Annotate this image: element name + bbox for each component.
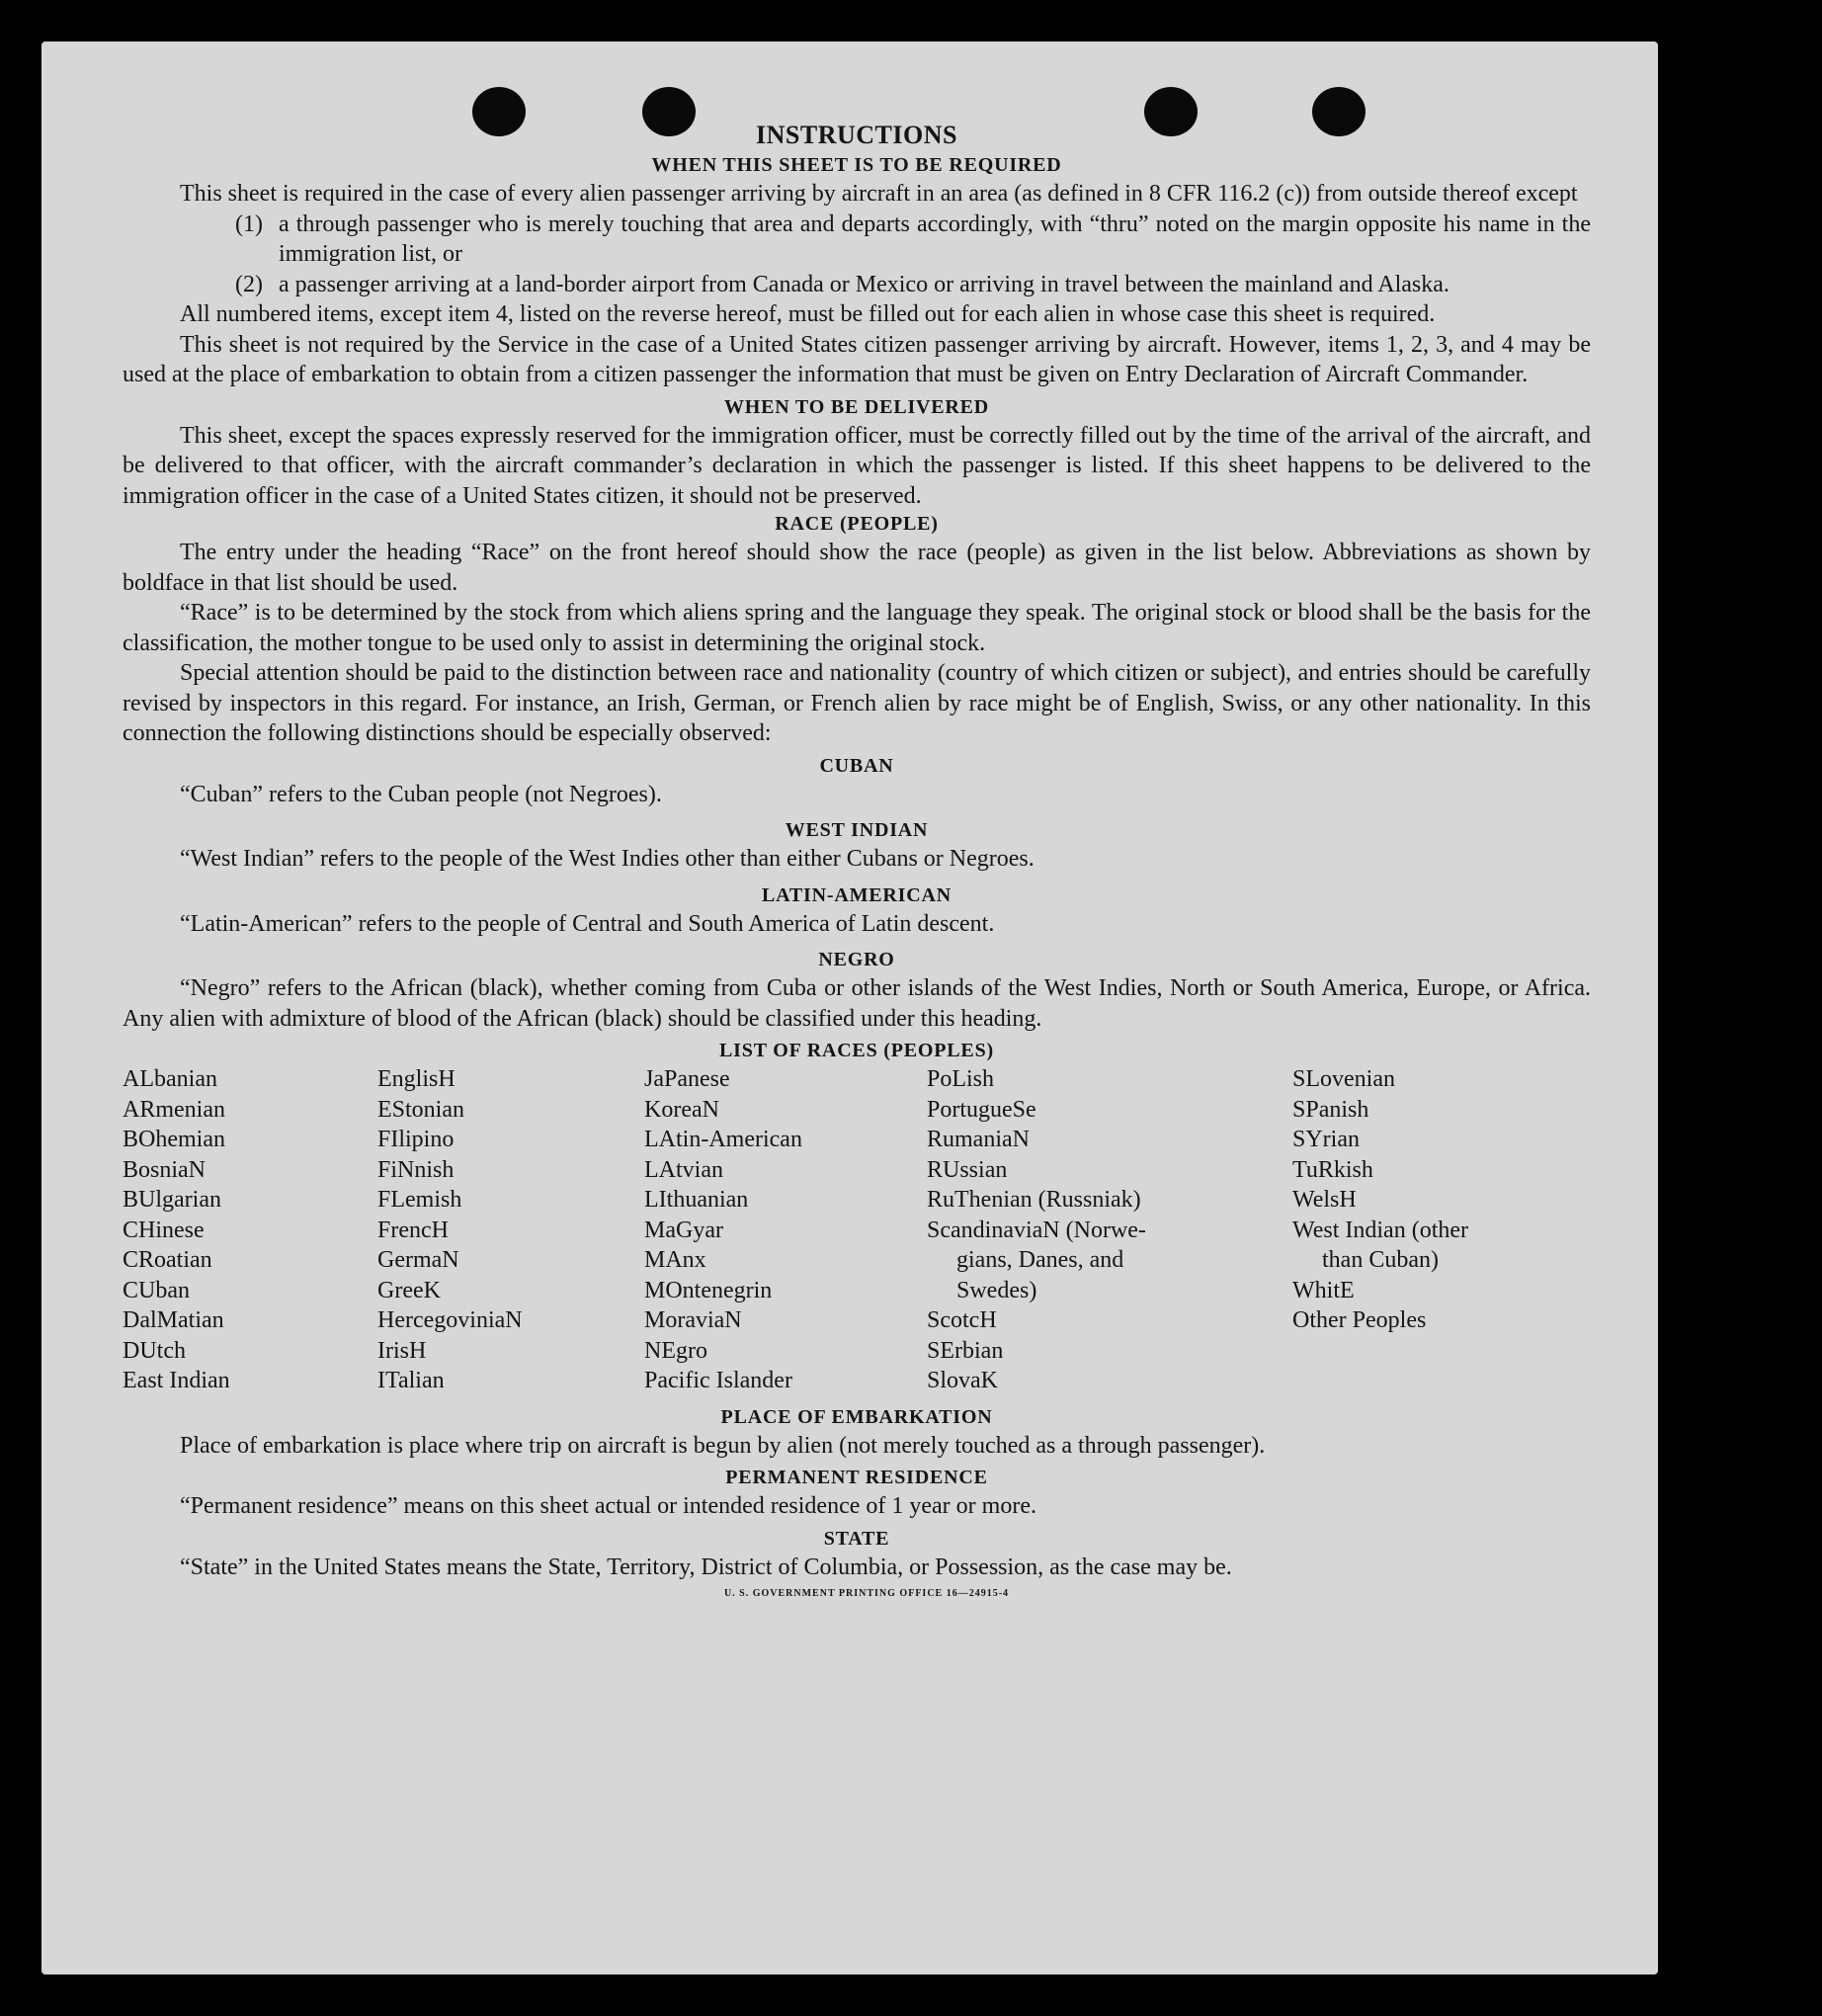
race-entry: MaGyar [644, 1217, 723, 1243]
race-entry: FiNnish [377, 1156, 455, 1183]
race-entry: RumaniaN [927, 1127, 1030, 1152]
race-entry: EnglisH [377, 1066, 456, 1092]
paragraph: “Race” is to be determined by the stock from which aliens spring and the language they speak. The original stock or blood shall be the basis for the classification, the mother tongue to be used only to assist in determining the original stock. [123, 600, 1591, 656]
race-entry: ScotcH [927, 1307, 997, 1333]
race-entry: BosniaN [123, 1156, 206, 1183]
paragraph: Special attention should be paid to the distinction between race and nationality (country of which citizen or subject), and entries should be carefully revised by inspectors in this regard. For instance, an Irish, German, or French alien by race might be of English, Swiss, or any other nationality. In this connection the following distinctions should be especially observed: [123, 660, 1591, 746]
paragraph: The entry under the heading “Race” on the front hereof should show the race (people) as given in the list below. Abbreviations as shown by boldface in that list should be used. [123, 540, 1591, 596]
race-entry: ScandinaviaN (Norwe- [927, 1217, 1146, 1243]
race-entry: FLemish [377, 1187, 462, 1213]
paragraph: This sheet, except the spaces expressly reserved for the immigration officer, must be correctly filled out by the time of the arrival of the aircraft, and be delivered to that officer, with the aircraft commander’s declaration in which the passenger is listed. If this sheet happens to be delivered to the immigration officer in the case of a United States citizen, it should not be preserved. [123, 422, 1591, 509]
section-heading-west-indian: WEST INDIAN [785, 819, 929, 841]
race-entry: BUlgarian [123, 1187, 221, 1213]
race-entry: LIthuanian [644, 1187, 749, 1213]
instructions-content [123, 121, 1591, 1599]
race-entry: Swedes) [956, 1277, 1037, 1303]
race-entry: West Indian (other [1292, 1217, 1469, 1243]
race-entry: MoraviaN [644, 1307, 742, 1333]
race-entry: RUssian [927, 1156, 1008, 1183]
races-column [123, 1064, 377, 1396]
race-entry: Pacific Islander [644, 1368, 792, 1393]
item-text: a passenger arriving at a land-border airport from Canada or Mexico or arriving in travel between the mainland and Alaska. [279, 271, 1449, 297]
race-entry: JaPanese [644, 1066, 730, 1092]
paragraph: “Negro” refers to the African (black), whether coming from Cuba or other islands of the West Indies, North or South America, Europe, or Africa. Any alien with admixture of blood of the African (black) should be classified under this heading. [123, 975, 1591, 1032]
race-entry: DUtch [123, 1337, 186, 1364]
section-heading-delivered: WHEN TO BE DELIVERED [723, 395, 990, 418]
section-heading-embarkation: PLACE OF EMBARKATION [720, 1405, 993, 1428]
paragraph: “State” in the United States means the State, Territory, District of Columbia, or Possession, as the case may be. [180, 1554, 1232, 1580]
race-entry: PoLish [927, 1066, 995, 1092]
race-entry: CUban [123, 1277, 190, 1303]
race-entry: ARmenian [123, 1096, 225, 1123]
race-entry: TuRkish [1292, 1156, 1373, 1183]
section-heading-negro: NEGRO [818, 949, 895, 970]
section-heading-race: RACE (PEOPLE) [775, 513, 939, 535]
race-entry: MOntenegrin [644, 1277, 773, 1303]
list-item [123, 210, 1591, 270]
race-entry: SlovaK [927, 1368, 998, 1393]
race-entry: FrencH [377, 1217, 449, 1243]
item-number: (1) [235, 210, 263, 237]
race-entry: GreeK [377, 1277, 441, 1303]
section-heading-required: WHEN THIS SHEET IS TO BE REQUIRED [651, 154, 1062, 176]
race-entry: East Indian [123, 1368, 230, 1393]
paragraph: This sheet is not required by the Service in the case of a United States citizen passenger arriving by aircraft. However, items 1, 2, 3, and 4 may be used at the place of embarkation to obtain from a citizen passenger the information that must be given on Entry Declaration of Aircraft Commander. [123, 331, 1591, 387]
race-entry: IrisH [377, 1337, 427, 1364]
race-entry: WhitE [1292, 1277, 1355, 1303]
race-entry: SYrian [1292, 1127, 1360, 1152]
race-entry: ALbanian [123, 1066, 217, 1092]
paragraph: “Permanent residence” means on this sheet actual or intended residence of 1 year or more. [180, 1493, 1036, 1519]
race-entry: LAtin-American [644, 1127, 802, 1152]
race-entry: PortugueSe [927, 1096, 1036, 1123]
races-list [123, 1064, 1591, 1396]
race-entry: RuThenian (Russniak) [927, 1187, 1141, 1213]
race-entry: SLovenian [1292, 1066, 1395, 1092]
race-entry: MAnx [644, 1247, 706, 1273]
race-entry: gians, Danes, and [956, 1247, 1124, 1273]
paragraph: “Cuban” refers to the Cuban people (not Negroes). [180, 781, 662, 807]
race-entry: ITalian [377, 1368, 445, 1393]
race-entry: GermaN [377, 1247, 459, 1273]
printer-imprint: U. S. GOVERNMENT PRINTING OFFICE 16—24915-4 [723, 1588, 1010, 1599]
paragraph: Place of embarkation is place where trip on aircraft is begun by alien (not merely touched as a through passenger). [180, 1432, 1266, 1459]
race-entry: CHinese [123, 1217, 205, 1243]
race-entry: FIlipino [377, 1127, 455, 1152]
section-heading-list-of-races: LIST OF RACES (PEOPLES) [719, 1040, 994, 1061]
race-entry: Other Peoples [1292, 1307, 1427, 1333]
race-entry: HercegoviniaN [377, 1307, 523, 1333]
race-entry: than Cuban) [1322, 1247, 1439, 1273]
races-column [644, 1064, 927, 1396]
race-entry: DalMatian [123, 1307, 224, 1333]
document-sheet [41, 42, 1658, 1974]
section-heading-residence: PERMANENT RESIDENCE [725, 1467, 988, 1488]
race-entry: KoreaN [644, 1096, 719, 1123]
paragraph: “West Indian” refers to the people of the West Indies other than either Cubans or Negroes. [180, 846, 1035, 872]
paragraph: All numbered items, except item 4, listed on the reverse hereof, must be filled out for each alien in whose case this sheet is required. [180, 301, 1436, 327]
list-item [123, 270, 1591, 300]
section-heading-latin-american: LATIN-AMERICAN [762, 883, 952, 906]
race-entry: NEgro [644, 1337, 707, 1364]
races-column [377, 1064, 644, 1396]
races-column [927, 1064, 1292, 1396]
paragraph: This sheet is required in the case of every alien passenger arriving by aircraft in an area (as defined in 8 CFR 116.2 (c)) from outside thereof except [180, 181, 1578, 207]
section-heading-state: STATE [823, 1527, 890, 1550]
races-column [1292, 1064, 1579, 1396]
race-entry: WelsH [1292, 1187, 1357, 1213]
item-text: a through passenger who is merely touching that area and departs accordingly, with “thru” noted on the margin opposite his name in the immigration list, or [279, 210, 1591, 267]
page-title: INSTRUCTIONS [756, 121, 957, 149]
section-heading-cuban: CUBAN [819, 754, 894, 777]
race-entry: CRoatian [123, 1247, 212, 1273]
paragraph: “Latin-American” refers to the people of Central and South America of Latin descent. [180, 910, 995, 937]
race-entry: LAtvian [644, 1156, 723, 1183]
item-number: (2) [235, 271, 263, 297]
race-entry: BOhemian [123, 1127, 225, 1152]
race-entry: SErbian [927, 1337, 1004, 1364]
race-entry: EStonian [377, 1096, 464, 1123]
race-entry: SPanish [1292, 1096, 1369, 1123]
